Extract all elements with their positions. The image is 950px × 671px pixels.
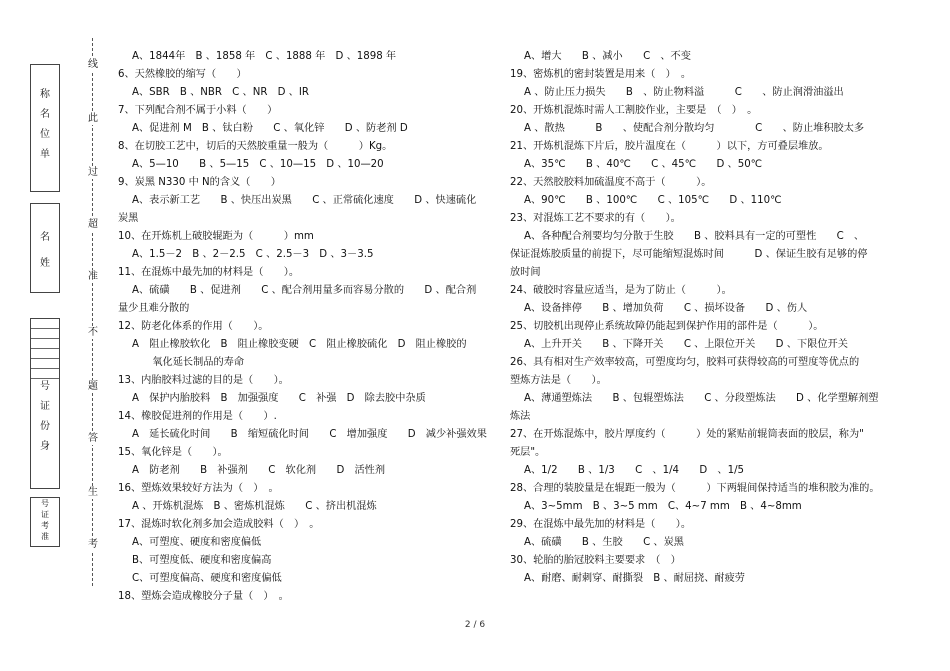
question-line: A、增大 B 、减小 C 、不变 — [524, 51, 691, 62]
question-line: 18、塑炼会造成橡胶分子量（ ） 。 — [118, 591, 289, 602]
stub-char: 单 — [40, 149, 50, 160]
stub-writing-lines — [31, 319, 59, 379]
question-line: 26、具有相对生产效率较高，可塑度均匀，胶料可获得较高的可塑度等优点的 — [510, 357, 860, 368]
question-line: A 阻止橡胶软化 B 阻止橡胶变硬 C 阻止橡胶硫化 D 阻止橡胶的 — [132, 339, 467, 350]
stub-char: 号 — [40, 381, 50, 392]
question-line: 8、在切胶工艺中，切后的天然胶重量一般为（ ）Kg。 — [118, 141, 393, 152]
stub-char: 位 — [40, 129, 50, 140]
question-line: 15、氧化锌是（ ）。 — [118, 447, 228, 458]
question-line: A 防老剂 B 补强剂 C 软化剂 D 活性剂 — [132, 465, 386, 476]
stub-box-name — [30, 203, 60, 293]
question-line: 12、防老化体系的作用（ ）。 — [118, 321, 269, 332]
stub-char: 考 — [41, 521, 49, 530]
question-line: A、表示新工艺 B 、快压出炭黑 C 、正常硫化速度 D 、快速硫化 — [132, 195, 477, 206]
question-line: 炼法 — [510, 411, 531, 422]
page-number: 2 / 6 — [464, 620, 486, 630]
cut-line-char: 考 — [88, 539, 98, 550]
question-line: A、90℃ B 、100℃ C 、105℃ D 、110℃ — [524, 195, 782, 206]
question-line: 17、混炼时软化剂多加会造成胶料（ ） 。 — [118, 519, 320, 530]
question-line: A、硫磺 B 、生胶 C 、炭黑 — [524, 537, 684, 548]
question-line: 28、合理的装胶量是在辊距一般为（ ）下两辊间保持适当的堆积胶为准的。 — [510, 483, 880, 494]
question-line: 16、塑炼效果较好方法为（ ） 。 — [118, 483, 279, 494]
question-line: 20、开炼机混炼时需人工割胶作业，主要是 （ ） 。 — [510, 105, 758, 116]
question-line: A、SBR B 、NBR C 、NR D 、IR — [132, 87, 309, 98]
question-line: 27、在开炼混炼中，胶片厚度约（ ）处的紧贴前辊筒表面的胶层，称为" — [510, 429, 864, 440]
question-line: A 、开炼机混炼 B 、密炼机混炼 C 、挤出机混炼 — [132, 501, 377, 512]
stub-box-id-number — [30, 318, 60, 489]
question-line: 10、在开炼机上破胶辊距为（ ）mm — [118, 231, 314, 242]
question-line: A、1/2 B 、1/3 C 、1/4 D 、1/5 — [524, 465, 744, 476]
question-line: A、硫磺 B 、促进剂 C 、配合剂用量多而容易分散的 D 、配合剂 — [132, 285, 477, 296]
stub-char: 证 — [40, 401, 50, 412]
stub-box-unit-name — [30, 64, 60, 192]
stub-box-exam-number — [30, 497, 60, 547]
question-line: 19、密炼机的密封装置是用来（ ） 。 — [510, 69, 692, 80]
question-line: A、薄通塑炼法 B 、包辊塑炼法 C 、分段塑炼法 D 、化学塑解剂塑 — [524, 393, 879, 404]
question-line: 放时间 — [510, 267, 541, 278]
question-line: A、1.5－2 B 、2－2.5 C 、2.5－3 D 、3－3.5 — [132, 249, 374, 260]
question-line: 25、切胶机出现停止系统故障仍能起到保护作用的部件是（ ）。 — [510, 321, 824, 332]
question-line: A、1844年 B 、1858 年 C 、1888 年 D 、1898 年 — [132, 51, 397, 62]
stub-char: 证 — [41, 510, 49, 519]
question-line: 21、开炼机混炼下片后，胶片温度在（ ）以下，方可叠层堆放。 — [510, 141, 829, 152]
question-line: B、可塑度低、硬度和密度偏高 — [132, 555, 272, 566]
question-line: A、设备摔停 B 、增加负荷 C 、损坏设备 D 、伤人 — [524, 303, 808, 314]
question-line: A 、散热 B 、使配合剂分散均匀 C 、防止堆积胶太多 — [524, 123, 865, 134]
question-line: 氧化延长制品的寿命 — [132, 357, 245, 368]
stub-char: 姓 — [40, 258, 50, 269]
cut-line-char: 准 — [88, 271, 98, 282]
question-line: 6、天然橡胶的缩写（ ） — [118, 69, 247, 80]
question-line: A、可塑度、硬度和密度偏低 — [132, 537, 262, 548]
question-line: 9、炭黑 N330 中 N的含义（ ） — [118, 177, 281, 188]
question-line: 死层"。 — [510, 447, 546, 458]
question-line: 22、天然胶胶料加硫温度不高于（ ）。 — [510, 177, 712, 188]
question-line: 24、破胶时容量应适当，是为了防止（ ）。 — [510, 285, 732, 296]
cut-line-char: 超 — [88, 219, 98, 230]
question-line: 30、轮胎的胎冠胶料主要要求 （ ） — [510, 555, 681, 566]
question-line: 塑炼方法是（ ）。 — [510, 375, 607, 386]
stub-char: 号 — [41, 499, 49, 508]
question-line: 炭黑 — [118, 213, 139, 224]
question-line: A、上升开关 B 、下降开关 C 、上限位开关 D 、下限位开关 — [524, 339, 848, 350]
question-line: C、可塑度偏高、硬度和密度偏低 — [132, 573, 282, 584]
stub-char: 份 — [40, 421, 50, 432]
questions-right-column — [510, 48, 895, 588]
question-line: 14、橡胶促进剂的作用是（ ）. — [118, 411, 277, 422]
cut-line-char: 线 — [88, 59, 98, 70]
question-line: A 保护内胎胶料 B 加强强度 C 补强 D 除去胶中杂质 — [132, 393, 426, 404]
question-line: 量少且难分散的 — [118, 303, 190, 314]
question-line: A 延长硫化时间 B 缩短硫化时间 C 增加强度 D 减少补强效果 — [132, 429, 487, 440]
cut-line-char: 过 — [88, 167, 98, 178]
question-line: 29、在混炼中最先加的材料是（ ）。 — [510, 519, 692, 530]
question-line: 13、内胎胶料过滤的目的是（ ）。 — [118, 375, 289, 386]
question-line: A、促进剂 M B 、钛白粉 C 、氧化锌 D 、防老剂 D — [132, 123, 408, 134]
stub-char: 身 — [40, 441, 50, 452]
cut-line-char: 此 — [88, 113, 98, 124]
question-line: A、5—10 B 、5—15 C 、10—15 D 、10—20 — [132, 159, 384, 170]
cut-line-char: 题 — [88, 381, 98, 392]
question-line: 7、下列配合剂不属于小料（ ） — [118, 105, 278, 116]
question-line: 保证混炼胶质量的前提下，尽可能缩短混炼时间 D 、保证生胶有足够的停 — [510, 249, 868, 260]
question-line: A、3~5mm B 、3~5 mm C、4~7 mm B 、4~8mm — [524, 501, 802, 512]
question-line: A 、防止压力损失 B 、防止物料溢 C 、防止润滑油溢出 — [524, 87, 844, 98]
stub-char: 名 — [40, 109, 50, 120]
question-line: A、35℃ B 、40℃ C 、45℃ D 、50℃ — [524, 159, 763, 170]
question-line: A、耐磨、耐刺穿、耐撕裂 B 、耐屈挠、耐疲劳 — [524, 573, 745, 584]
question-line: 23、对混炼工艺不要求的有（ ）。 — [510, 213, 681, 224]
questions-left-column — [118, 48, 503, 606]
cut-line-char: 答 — [88, 433, 98, 444]
stub-char: 名 — [40, 232, 50, 243]
stub-char: 准 — [41, 532, 49, 541]
question-line: A、各种配合剂要均匀分散于生胶 B 、胶料具有一定的可塑性 C 、 — [524, 231, 865, 242]
question-line: 11、在混炼中最先加的材料是（ ）。 — [118, 267, 300, 278]
stub-char: 称 — [40, 89, 50, 100]
cut-line-char: 生 — [88, 487, 98, 498]
cut-line-char: 不 — [88, 327, 98, 338]
